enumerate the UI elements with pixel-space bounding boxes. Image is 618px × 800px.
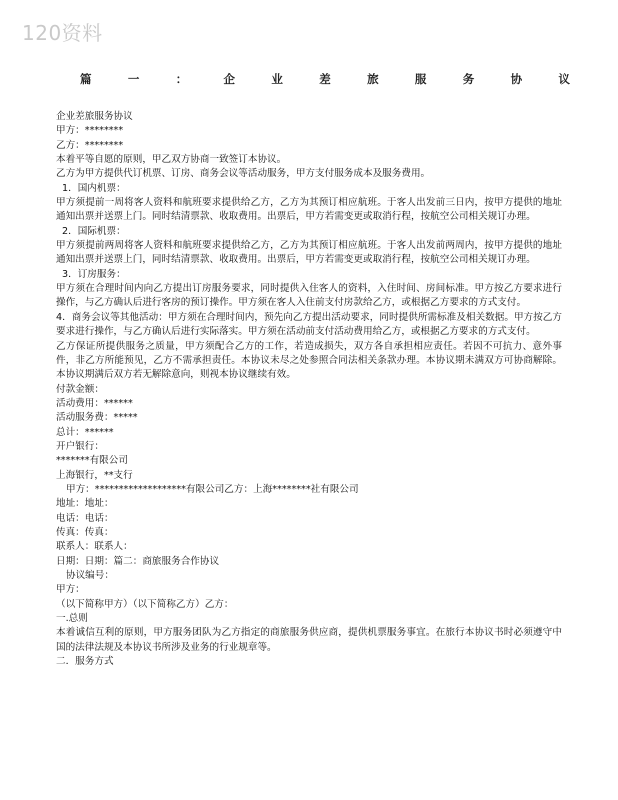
title-char: 服 [414,72,427,86]
agreement-number: 协议编号： [66,570,114,581]
section-hotel: 3．订房服务： [62,268,126,280]
signatory-parties: 甲方：*******************有限公司乙方：上海********社有限公司 [66,483,359,495]
title-char: 企 [223,72,236,86]
preamble: 本着平等自愿的原则，甲乙双方协商一致签订本协议。 [56,154,287,166]
activity-fee: 活动费用：****** [56,397,133,409]
bank-company: *******有限公司 [56,455,128,467]
paragraph-international-tickets: 甲方须提前两周将客人资料和航班要求提供给乙方，乙方为其预订相应航班。于客人出发前两周内，按甲方提供的地址通知出票并送票上门，同时结清票款、收取费用。出票后，甲方若需变更或取消行程，按航空公司相关规订办理。 [56,240,562,266]
page-title [80,71,570,87]
title-char: 业 [271,72,283,86]
party-b: 乙方：******** [56,139,124,151]
title-char: 一 [127,72,140,86]
section-international-tickets: 2．国际机票： [62,225,126,237]
title-char: 篇 [80,72,92,86]
phone-line: 电话：电话： [56,512,114,524]
paragraph-domestic-tickets: 甲方须提前一周将客人资料和航班要求提供给乙方，乙方为其预订相应航班。于客人出发前三日内，按甲方提供的地址通知出票并送票上门。同时结清票款、收取费用。出票后，甲方若需变更或取消行程，按航空公司相关规订办理。 [56,197,562,223]
section-domestic-tickets: 1．国内机票： [62,182,126,194]
address-line: 地址：地址： [56,498,114,510]
payment-amount: 付款金额： [56,383,104,395]
paragraph-meetings: 4．商务会议等其他活动：甲方须在合理时间内，预先向乙方提出活动要求，同时提供所需标准及相关数据。甲方按乙方要求进行操作，与乙方确认后进行实际落实。甲方须在活动前支付活动费用给乙方，或根据乙方要求的方式支付。 [56,311,562,338]
party-a-2: 甲方： [56,584,85,596]
bank-branch: 上海银行，**支行 [56,469,133,481]
paragraph-hotel: 甲方须在合理时间内向乙方提出订房服务要求，同时提供入住客人的资料，入住时间、房间标准。甲方按乙方要求进行操作，与乙方确认后进行客房的预订操作。甲方须在客人入住前支付房款给乙方，或根据乙方要求的方式支付。 [56,283,562,309]
bank-label: 开户银行： [56,440,104,452]
title-char: 协 [510,72,523,86]
doc-heading: 企业差旅服务协议 [56,111,133,122]
document-body [56,110,562,669]
scope: 乙方为甲方提供代订机票、订房、商务会议等活动服务，甲方支付服务成本及服务费用。 [56,168,431,180]
abbreviation-line: （以下简称甲方）（以下简称乙方）乙方： [56,598,234,610]
title-char: 差 [319,72,331,86]
paragraph-quality: 乙方保证所提供服务之质量，甲方须配合乙方的工作，若造成损失，双方各自承担相应责任。若因不可抗力、意外事件，非乙方所能预见，乙方不需承担责任。本协议未尽之处参照合同法相关条款办理。本协议期未满双方可协商解除。本协议期满后双方若无解除意向，则视本协议继续有效。 [56,340,562,381]
contact-line: 联系人：联系人： [56,541,133,553]
fax-line: 传真：传真： [56,526,114,538]
service-fee: 活动服务费：***** [56,412,138,424]
party-a: 甲方：******** [56,125,124,137]
date-line: 日期：日期：篇二：商旅服务合作协议 [56,555,220,567]
watermark: 120资料 [22,21,103,45]
title-char: ： [175,72,188,86]
total: 总计：****** [56,426,114,438]
title-char: 务 [462,72,475,86]
title-char: 旅 [367,72,379,86]
section-service-mode: 二．服务方式 [56,656,114,668]
paragraph-general: 本着诚信互利的原则，甲方服务团队为乙方指定的商旅服务供应商，提供机票服务事宜。在旅行本协议书时必须遵守中国的法律法规及本协议书所涉及业务的行业规章等。 [56,627,562,653]
section-general: 一.总则 [56,613,88,625]
title-char: 议 [558,72,570,86]
